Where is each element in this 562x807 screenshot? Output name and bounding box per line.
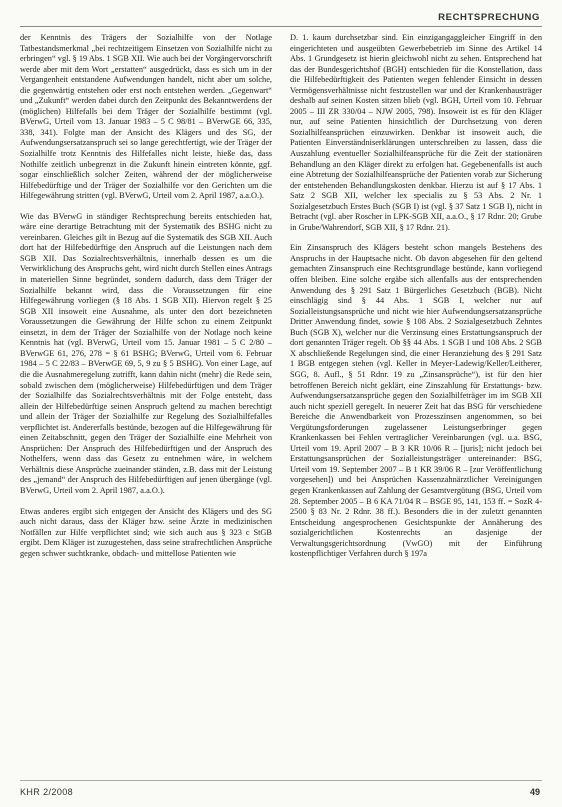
header-divider [20,26,542,27]
paragraph: der Kenntnis des Trägers der Sozialhilfe von der Notlage Tatbestandsmerkmal „bei rechtzeitigem Einsetzen von Sozialhilfe nicht zu erbringen“ vgl. § 19 Abs. 1 SGB XII. Wie auch bei der Vorgängervorschrift werde aber mit dem Wort „erstatten“ ausgedrückt, dass es sich um in der Vergangenheit entstandene Aufwendungen handelt, nicht aber um solche, die gegenwärtig entstehen oder erst noch entstehen werden. „Gegenwart“ und „Zukunft“ werden dabei durch den Zeitpunkt des Bekanntwerdens der (möglichen) Hilfefalls bei dem Träger der Sozialhilfe bestimmt (vgl. BVerwG, Urteil vom 13. Januar 1983 – 5 C 98/81 – BVerwGE 66, 335, 338, 341). Folgte man der Ansicht des Klägers und des SG, der Aufwendungsersatzanspruch sei so lange gerechtfertigt, wie der Träger der Sozialhilfe trotz Kenntnis des Hilfefalles nicht leiste, hieße das, dass Nothilfe zeitlich unbegrenzt in die Zukunft hinein eintreten könnte, ggf. sogar einschließlich solcher Zeiten, während der der möglicherweise Hilfebedürftige und der Träger der Sozialhilfe vor den Gerichten um die Hilfegewährung stritten (vgl. BVerwG, Urteil vom 2. April 1987, a.a.O.). [20,33,272,201]
footer-divider [20,780,542,781]
page-number: 49 [529,787,540,797]
paragraph: Wie das BVerwG in ständiger Rechtsprechung bereits entschieden hat, wäre eine derartige Betrachtung mit der Systematik des BSHG nicht zu vereinbaren. Gleiches gilt in Bezug auf die Systematik des SGB XII. Auch dort hat der Hilfebedürftige den Anspruch auf die Leistungen nach dem SGB XII. Das Sozialrechtsverhältnis, innerhalb dessen es um die Verwirklichung des Anspruchs geht, wird nicht durch Stellen eines Antrags in materiellen Sinne begründet, sondern dadurch, dass dem Träger der Sozialhilfe bekannt wird, dass die Voraussetzungen für eine Hilfegewährung vorliegen (§ 18 Abs. 1 SGB XII). Hiervon regelt § 25 SGB XII insoweit eine Ausnahme, als unter den dort bezeichneten Voraussetzungen die Gewährung der Hilfe schon zu einem Zeitpunkt einsetzt, in dem der Träger der Sozialhilfe von der Notlage noch keine Kenntnis hat (vgl. BVerwG, Urteil vom 15. Januar 1981 – 5 C 2/80 – BVerwGE 61, 276, 278 = § 61 BSHG; BVerwG, Urteil vom 6. Februar 1984 – 5 C 22/83 – BVerwGE 69, 5, 9 zu § 5 BSHG). Von einer Lage, auf die die Ausnahmeregelung zutrifft, kann dahin nicht (mehr) die Rede sein, sobald zwischen dem (möglicherweise) Hilfebedürftigen und dem Träger der Sozialhilfe das Sozialrechtsverhältnis mit der Folge entsteht, dass allein der Hilfebedürftige seinen Anspruch geltend zu machen berechtigt und allein der Träger der Sozialhilfe zur Regelung des Sozialhilfefalles verpflichtet ist. Andererfalls bestünde, bezogen auf die Hilfegewährung für einen Zeitabschnitt, gegen den Träger der Sozialhilfe eine Mehrheit von Ansprüchen: Der Anspruch des Hilfebedürftigen und der Anspruch des Nothelfers, wenn dass das Gesetz zu entnehmen wäre, in welchem Verhältnis diese Ansprüche zueinander ständen, z.B. dass mit der Leistung des „jemand“ der Anspruch des Hilfebedürftigen auf jenen übergänge (vgl. BVerwG, Urteil vom 2. April 1987, a.a.O.). [20,211,272,495]
journal-issue: KHR 2/2008 [20,787,74,797]
paragraph: Ein Zinsanspruch des Klägers besteht schon mangels Bestehens des Anspruchs in der Hauptsache nicht. Ob davon abgesehen für den geltend gemachten Zinsanspruch eine Rechtsgrundlage bestünde, kann vorliegend offen bleiben. Eine solche ergäbe sich allenfalls aus der entsprechenden Anwendung des § 291 Satz 1 Bürgerliches Gesetzbuch (BGB). Nicht einschlägig sind § 44 Abs. 1 SGB I, welcher nur auf Sozialleistungsansprüche und nicht wie hier Aufwendungsersatzansprüche Dritter Anwendung findet, sowie § 108 Abs. 2 Sozialgesetzbuch Zehntes Buch (SGB X), welcher nur die Verzinsung eines Erstattungsanspruch der dort genannten Träger regelt. Ob §§ 44 Abs. 1 SGB I und 108 Abs. 2 SGB X abschließende Regelungen sind, die einer Heranziehung des § 291 Satz 1 BGB entgegen stehen (vgl. Keller in Meyer-Ladewig/Keller/Leitherer, SGG, 8. Aufl., § 51 Rdnr. 19 zu „Zinsansprüche“), ist für den hier betroffenen Bereich nicht geklärt, eine Zinszahlung für Erstattungs- bzw. Aufwendungsersatzansprüche gegen den Sozialhilfeträger im im SGB XII auch nicht speziell geregelt. In neuerer Zeit hat das BSG für verschiedene Bereiche die Anwendbarkeit von Prozesszinsen angenommen, so bei Vergütungsforderungen zugelassener Leistungserbringer gegen Krankenkassen bei Fehlen vertraglicher Vereinbarungen (vgl. u.a. BSG, Urteil vom 19. April 2007 – B 3 KR 10/06 R – [juris]; nicht jedoch bei Erstattungsansprüchen der Sozialleistungsträger untereinander: BSG, Urteil vom 19. September 2007 – B 1 KR 39/06 R – [zur Veröffentlichung vorgesehen]) und bei Ansprüchen Kassenzahnärztlicher Vereinigungen gegen Krankenkassen auf Zahlung der Gesamtvergütung (BSG, Urteil vom 28. September 2005 – B 6 KA 71/04 R – BSGE 95, 141, 153 ff. = SozR 4-2500 § 83 Nr. 2 Rdnr. 38 ff.). Besonders die in der zuletzt genannten Entscheidung angesprochenen Gesichtspunkte der Annäherung des sozialgerichtlichen Kostenrechts an dasjenige der Verwaltungsgerichtsordnung (VwGO) mit der Einführung kostenpflichtiger Verfahren durch § 197a [290,243,542,559]
paragraph: D. 1. kaum durchsetzbar sind. Ein einzigangaggleicher Eingriff in den eingerichteten und ausgeübten Gewerbebetrieb im Sinne des Artikel 14 Abs. 1 Grundgesetz ist hierin gleichwohl nicht zu sehen. Entsprechend hat das der Bundesgerichtshof (BGH) entschieden für die Konstellation, dass die Hilfebedürftigkeit des Patienten wegen fehlender Einsicht in dessen Vermögensverhältnisse nicht festzustellen war und der Krankenhausträger deshalb auf seinen Kosten sitzen blieb (vgl. BGH, Urteil vom 10. Februar 2005 – III ZR 330/04 – NJW 2005, 798). Insoweit ist es für den Kläger nur, auf seine Patienten hinsichtlich der Durchsetzung von deren Sozialhilfeansprüchen einzuwirken. Denkbar ist insoweit auch, die Patienten Einverständniserklärungen unterschreiben zu lassen, dass die Auszahlung eventueller Sozialhilfeansprüche für die Zeit der stationären Behandlung an den Kläger direkt zu erfolgen hat. Gegebenenfalls ist auch eine Abtretung der Sozialhilfeansprüche der Patienten vorab zur Sicherung der entstehenden Behandlungskosten denkbar. Hierzu ist auf § 17 Abs. 1 Satz 2 SGB XII, welcher lex specialis zu § 53 Abs. 2 Nr. 1 Sozialgesetzbuch Erstes Buch (SGB I) ist (vgl. § 37 Satz 1 SGB I), nicht in Betracht (vgl. aber Roscher in LPK-SGB XII, a.a.O., § 17 Rdnr. 20; Grube in Grube/Wahrendorf, SGB XII, § 17 Rdnr. 21). [290,33,542,232]
paragraph: Etwas anderes ergibt sich entgegen der Ansicht des Klägers und des SG auch nicht daraus, dass der Kläger bzw. seine Ärzte in medizinischen Notfällen zur Hilfe verpflichtet sind; wie sich auch aus § 323 c StGB ergibt. Dem Kläger ist zuzugestehen, dass seine strafrechtlichen Ansprüche gegen schwer suchtkranke, obdach- und mittellose Patienten wie [20,506,272,558]
left-text-column [20,33,272,569]
right-text-column [290,33,542,570]
section-title: RECHTSPRECHUNG [438,12,540,23]
